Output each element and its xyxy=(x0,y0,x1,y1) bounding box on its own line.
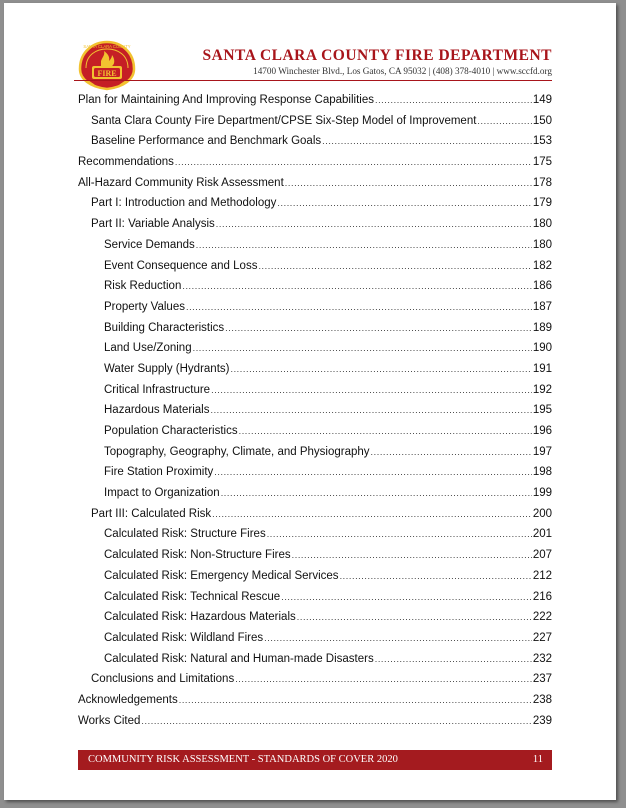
toc-entry[interactable] xyxy=(78,508,552,529)
toc-entry[interactable] xyxy=(78,280,552,301)
toc-entry[interactable] xyxy=(78,94,552,115)
toc-dot-leader xyxy=(371,447,532,457)
toc-entry-page: 191 xyxy=(532,362,552,375)
toc-entry[interactable] xyxy=(78,632,552,653)
toc-entry-page: 175 xyxy=(532,156,552,169)
toc-dot-leader xyxy=(141,716,531,726)
toc-entry[interactable] xyxy=(78,528,552,549)
toc-entry-page: 150 xyxy=(532,114,552,127)
toc-entry-title: Population Characteristics xyxy=(104,425,238,437)
toc-entry-title: Water Supply (Hydrants) xyxy=(104,362,230,375)
toc-entry-page: 237 xyxy=(532,673,552,686)
toc-entry-title: Service Demands xyxy=(104,238,195,251)
toc-entry-title: Part III: Calculated Risk xyxy=(91,507,212,520)
toc-entry[interactable] xyxy=(78,611,552,632)
toc-entry-page: 195 xyxy=(532,404,552,417)
toc-dot-leader xyxy=(179,695,532,705)
toc-entry[interactable] xyxy=(78,673,552,694)
toc-entry[interactable] xyxy=(78,404,552,425)
toc-entry[interactable] xyxy=(78,446,552,467)
toc-entry-title: Baseline Performance and Benchmark Goals xyxy=(91,135,322,148)
toc-entry-title: Calculated Risk: Hazardous Materials xyxy=(104,611,296,624)
footer-title: COMMUNITY RISK ASSESSMENT - STANDARDS OF COVER 2020 xyxy=(88,754,398,765)
toc-dot-leader xyxy=(193,343,532,353)
toc-dot-leader xyxy=(258,261,531,271)
toc-entry-title: Risk Reduction xyxy=(104,280,182,293)
toc-entry-page: 197 xyxy=(532,445,552,458)
toc-entry[interactable] xyxy=(78,322,552,343)
toc-entry[interactable] xyxy=(78,135,552,156)
toc-dot-leader xyxy=(182,281,531,291)
toc-entry-page: 182 xyxy=(532,259,552,272)
department-address: 14700 Winchester Blvd., Los Gatos, CA 95032 | (408) 378-4010 | www.sccfd.org xyxy=(253,66,552,76)
toc-entry-title: Part II: Variable Analysis xyxy=(91,218,215,231)
toc-dot-leader xyxy=(212,509,532,519)
toc-entry-page: 201 xyxy=(532,528,552,541)
toc-entry[interactable] xyxy=(78,466,552,487)
toc-entry-title: Works Cited xyxy=(78,714,141,727)
page-footer xyxy=(78,750,552,770)
toc-entry-title: Recommendations xyxy=(78,156,174,169)
toc-entry-page: 179 xyxy=(532,197,552,210)
toc-dot-leader xyxy=(264,633,532,643)
toc-entry-title: Hazardous Materials xyxy=(104,404,210,417)
toc-dot-leader xyxy=(196,240,532,250)
logo-text-center: FIRE xyxy=(97,69,117,78)
toc-entry-title: Event Consequence and Loss xyxy=(104,259,258,272)
toc-entry[interactable] xyxy=(78,197,552,218)
toc-entry-title: Santa Clara County Fire Department/CPSE Six-Step Model of Improvement xyxy=(91,114,477,127)
toc-entry[interactable] xyxy=(78,115,552,136)
toc-entry-page: 149 xyxy=(532,94,552,106)
toc-entry-title: Calculated Risk: Non-Structure Fires xyxy=(104,549,291,562)
toc-entry[interactable] xyxy=(78,177,552,198)
toc-entry-page: 189 xyxy=(532,321,552,334)
toc-entry[interactable] xyxy=(78,549,552,570)
toc-dot-leader xyxy=(267,529,532,539)
toc-entry[interactable] xyxy=(78,715,552,736)
toc-entry[interactable] xyxy=(78,487,552,508)
toc-entry-title: Calculated Risk: Structure Fires xyxy=(104,528,266,541)
toc-entry-page: 196 xyxy=(532,425,552,437)
toc-entry-page: 216 xyxy=(532,590,552,603)
toc-entry-page: 238 xyxy=(532,693,552,706)
toc-entry-page: 222 xyxy=(532,611,552,624)
toc-entry[interactable] xyxy=(78,570,552,591)
toc-entry-page: 190 xyxy=(532,342,552,355)
toc-entry-title: Conclusions and Limitations xyxy=(91,673,235,686)
toc-entry-title: Calculated Risk: Natural and Human-made Disasters xyxy=(104,652,374,665)
toc-entry-title: Plan for Maintaining And Improving Response Capabilities xyxy=(78,94,374,106)
toc-dot-leader xyxy=(297,612,532,622)
toc-entry[interactable] xyxy=(78,591,552,612)
toc-dot-leader xyxy=(235,674,532,684)
toc-entry[interactable] xyxy=(78,653,552,674)
toc-entry-title: Impact to Organization xyxy=(104,487,220,500)
toc-entry-title: Land Use/Zoning xyxy=(104,342,192,355)
toc-entry-page: 198 xyxy=(532,466,552,479)
toc-dot-leader xyxy=(375,654,532,664)
toc-dot-leader xyxy=(277,198,531,208)
toc-entry[interactable] xyxy=(78,156,552,177)
document-page xyxy=(4,3,616,800)
footer-page-number: 11 xyxy=(532,754,543,765)
toc-entry-page: 212 xyxy=(532,569,552,582)
toc-entry-page: 186 xyxy=(532,280,552,293)
toc-dot-leader xyxy=(216,219,532,229)
toc-entry-title: Building Characteristics xyxy=(104,321,225,334)
toc-entry[interactable] xyxy=(78,425,552,446)
toc-entry[interactable] xyxy=(78,694,552,715)
toc-dot-leader xyxy=(221,488,532,498)
toc-entry-page: 180 xyxy=(532,238,552,251)
toc-dot-leader xyxy=(322,136,532,146)
toc-entry[interactable] xyxy=(78,363,552,384)
toc-dot-leader xyxy=(477,116,531,126)
toc-entry[interactable] xyxy=(78,384,552,405)
toc-entry-page: 153 xyxy=(532,135,552,148)
toc-entry-title: Critical Infrastructure xyxy=(104,383,211,396)
toc-dot-leader xyxy=(340,571,532,581)
toc-dot-leader xyxy=(210,405,531,415)
toc-entry-title: Part I: Introduction and Methodology xyxy=(91,197,277,210)
toc-entry-page: 200 xyxy=(532,507,552,520)
toc-dot-leader xyxy=(211,385,532,395)
toc-entry[interactable] xyxy=(78,342,552,363)
toc-entry-page: 227 xyxy=(532,631,552,644)
toc-dot-leader xyxy=(375,95,532,105)
toc-dot-leader xyxy=(292,550,532,560)
header-divider xyxy=(74,80,552,81)
toc-entry-page: 232 xyxy=(532,652,552,665)
toc-entry-page: 207 xyxy=(532,549,552,562)
toc-dot-leader xyxy=(281,592,532,602)
toc-entry-title: Property Values xyxy=(104,300,185,313)
toc-dot-leader xyxy=(239,426,532,436)
toc-entry-title: Topography, Geography, Climate, and Physiography xyxy=(104,445,370,458)
logo-text-top: SANTA CLARA COUNTY xyxy=(83,44,131,49)
toc-dot-leader xyxy=(214,467,532,477)
department-title: SANTA CLARA COUNTY FIRE DEPARTMENT xyxy=(202,47,552,64)
toc-entry-page: 187 xyxy=(532,300,552,313)
toc-entry[interactable] xyxy=(78,239,552,260)
toc-dot-leader xyxy=(175,157,532,167)
toc-entry[interactable] xyxy=(78,218,552,239)
fire-department-logo xyxy=(74,39,140,91)
toc-dot-leader xyxy=(225,323,532,333)
toc-entry-title: Calculated Risk: Technical Rescue xyxy=(104,590,281,603)
toc-dot-leader xyxy=(285,178,532,188)
toc-entry-page: 192 xyxy=(532,383,552,396)
toc-entry-page: 178 xyxy=(532,176,552,189)
toc-entry-title: Fire Station Proximity xyxy=(104,466,214,479)
toc-dot-leader xyxy=(230,364,531,374)
toc-entry-title: Acknowledgements xyxy=(78,693,178,706)
table-of-contents xyxy=(78,94,552,735)
toc-entry-page: 239 xyxy=(532,714,552,727)
toc-entry-page: 180 xyxy=(532,218,552,231)
page-header xyxy=(4,3,616,93)
toc-entry[interactable] xyxy=(78,260,552,281)
toc-entry-page: 199 xyxy=(532,487,552,500)
toc-entry-title: Calculated Risk: Emergency Medical Services xyxy=(104,569,339,582)
toc-entry[interactable] xyxy=(78,301,552,322)
toc-entry-title: Calculated Risk: Wildland Fires xyxy=(104,631,264,644)
toc-entry-title: All-Hazard Community Risk Assessment xyxy=(78,176,284,189)
toc-dot-leader xyxy=(186,302,532,312)
